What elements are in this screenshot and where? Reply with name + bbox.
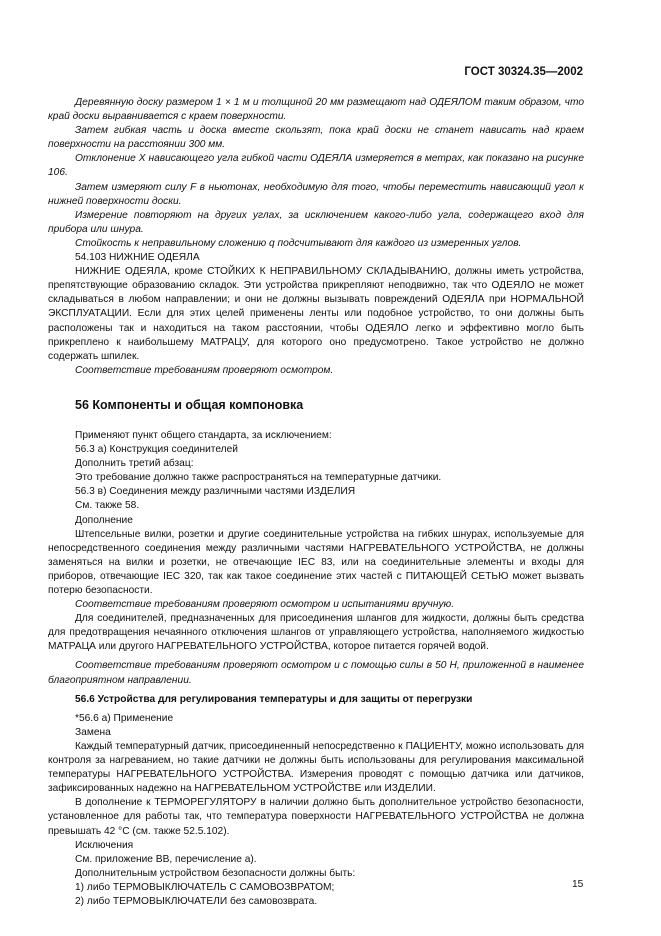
paragraph: Соответствие требованиям проверяют осмотром и испытаниями вручную. xyxy=(75,599,455,611)
paragraph: См. приложение ВВ, перечисление а). xyxy=(75,853,257,865)
paragraph: Измерение повторяют на других углах, за исключением какого-либо угла, содержащего вход для прибора или шнура. xyxy=(48,209,584,235)
page-body xyxy=(48,96,584,909)
section-heading: 56 Компоненты и общая компоновка xyxy=(75,397,304,412)
paragraph: 56.3 а) Конструкция соединителей xyxy=(75,444,238,456)
paragraph: В дополнение к ТЕРМОРЕГУЛЯТОРУ в наличии должно быть дополнительное устройство безопасности, установленное для работы так, что температура поверхности НАГРЕВАТЕЛЬНОГО УСТРОЙСТВА не должна превышать 42 °С (см. также 52.5.102). xyxy=(48,797,584,837)
paragraph: Это требование должно также распространяться на температурные датчики. xyxy=(75,472,442,484)
list-item: 2) либо ТЕРМОВЫКЛЮЧАТЕЛИ без самовозврата. xyxy=(75,895,318,907)
paragraph: НИЖНИЕ ОДЕЯЛА, кроме СТОЙКИХ К НЕПРАВИЛЬНОМУ СКЛАДЫВАНИЮ, должны иметь устройства, препятствующие образованию складок. Эти устройства прикрепляют неподвижно, так что ОДЕЯЛО не может складываться в любом направлении; и они не должны вызывать повреждений ОДЕЯЛА при НОРМАЛЬНОЙ ЭКСПЛУАТАЦИИ. Если для этих целей применены ленты или подобное устройство, то они должны быть расположены так и находиться на таком расстоянии, чтобы ОДЕЯЛО легко и эффективно могло быть прикреплено к наибольшему МАТРАЦУ, для которого оно предусмотрено. Такое устройство не должно содержать шпилек. xyxy=(48,266,584,362)
paragraph: Отклонение X нависающего угла гибкой части ОДЕЯЛА измеряется в метрах, как показано на рисунке 106. xyxy=(48,153,584,179)
paragraph: Затем гибкая часть и доска вместе скользят, пока край доски не станет нависать над краем поверхности на расстоянии 300 мм. xyxy=(48,125,584,151)
document-code: ГОСТ 30324.35—2002 xyxy=(464,66,583,78)
paragraph: Исключения xyxy=(75,839,134,851)
paragraph: Стойкость к неправильному сложению q подсчитывают для каждого из измеренных углов. xyxy=(75,237,522,249)
paragraph: 56.3 в) Соединения между различными частями ИЗДЕЛИЯ xyxy=(75,486,356,498)
paragraph: Дополнение xyxy=(75,514,133,526)
subclause-heading: 54.103 НИЖНИЕ ОДЕЯЛА xyxy=(75,252,200,264)
paragraph: Каждый температурный датчик, присоединенный непосредственно к ПАЦИЕНТУ, можно использовать для контроля за нагреванием, но такие датчики не должны быть использованы для регулирования максимальной температуры НАГРЕВАТЕЛЬНОГО УСТРОЙСТВА. Измерения проводят с помощью датчика или датчиков, зафиксированных надежно на НАГРЕВАТЕЛЬНОМ УСТРОЙСТВЕ или ИЗДЕЛИИ. xyxy=(48,740,584,795)
paragraph: Дополнить третий абзац: xyxy=(75,458,194,470)
paragraph: Соответствие требованиям проверяют осмотром. xyxy=(75,364,334,376)
paragraph: Соответствие требованиям проверяют осмотром и с помощью силы в 50 Н, приложенной в наименее благоприятном направлении. xyxy=(48,660,584,686)
list-item: 1) либо ТЕРМОВЫКЛЮЧАТЕЛЬ С САМОВОЗВРАТОМ; xyxy=(75,881,335,893)
paragraph: Деревянную доску размером 1 × 1 м и толщиной 20 мм размещают над ОДЕЯЛОМ таким образом, что край доски выравнивается с краем поверхности. xyxy=(48,97,584,123)
paragraph: Применяют пункт общего стандарта, за исключением: xyxy=(75,429,332,441)
paragraph: Дополнительным устройством безопасности должны быть: xyxy=(75,867,356,879)
paragraph: Затем измеряют силу F в ньютонах, необходимую для того, чтобы переместить нависающий угол к нижней поверхности доски. xyxy=(48,181,584,207)
paragraph: Для соединителей, предназначенных для присоединения шлангов для жидкости, должны быть средства для предотвращения нечаянного отключения шлангов от управляющего устройства, наполняемого жидкостью МАТРАЦА или другого НАГРЕВАТЕЛЬНОГО УСТРОЙСТВА, которое питается горячей водой. xyxy=(48,613,584,653)
subsection-heading: 56.6 Устройства для регулирования температуры и для защиты от перегрузки xyxy=(75,693,473,705)
paragraph: Штепсельные вилки, розетки и другие соединительные устройства на гибких шнурах, используемые для непосредственного соединения между различными частями НАГРЕВАТЕЛЬНОГО УСТРОЙСТВА, не должны заменяться на вилки и розетки, не отвечающие IEC 83, или на соединительные элементы и входы для приборов, отвечающие IEC 320, так как такое соединение этих частей с ПИТАЮЩЕЙ СЕТЬЮ может вызвать потерю безопасности. xyxy=(48,528,584,596)
page-number: 15 xyxy=(572,879,584,890)
paragraph: Замена xyxy=(75,726,111,738)
paragraph: См. также 58. xyxy=(75,500,140,512)
paragraph: *56.6 а) Применение xyxy=(75,712,174,724)
